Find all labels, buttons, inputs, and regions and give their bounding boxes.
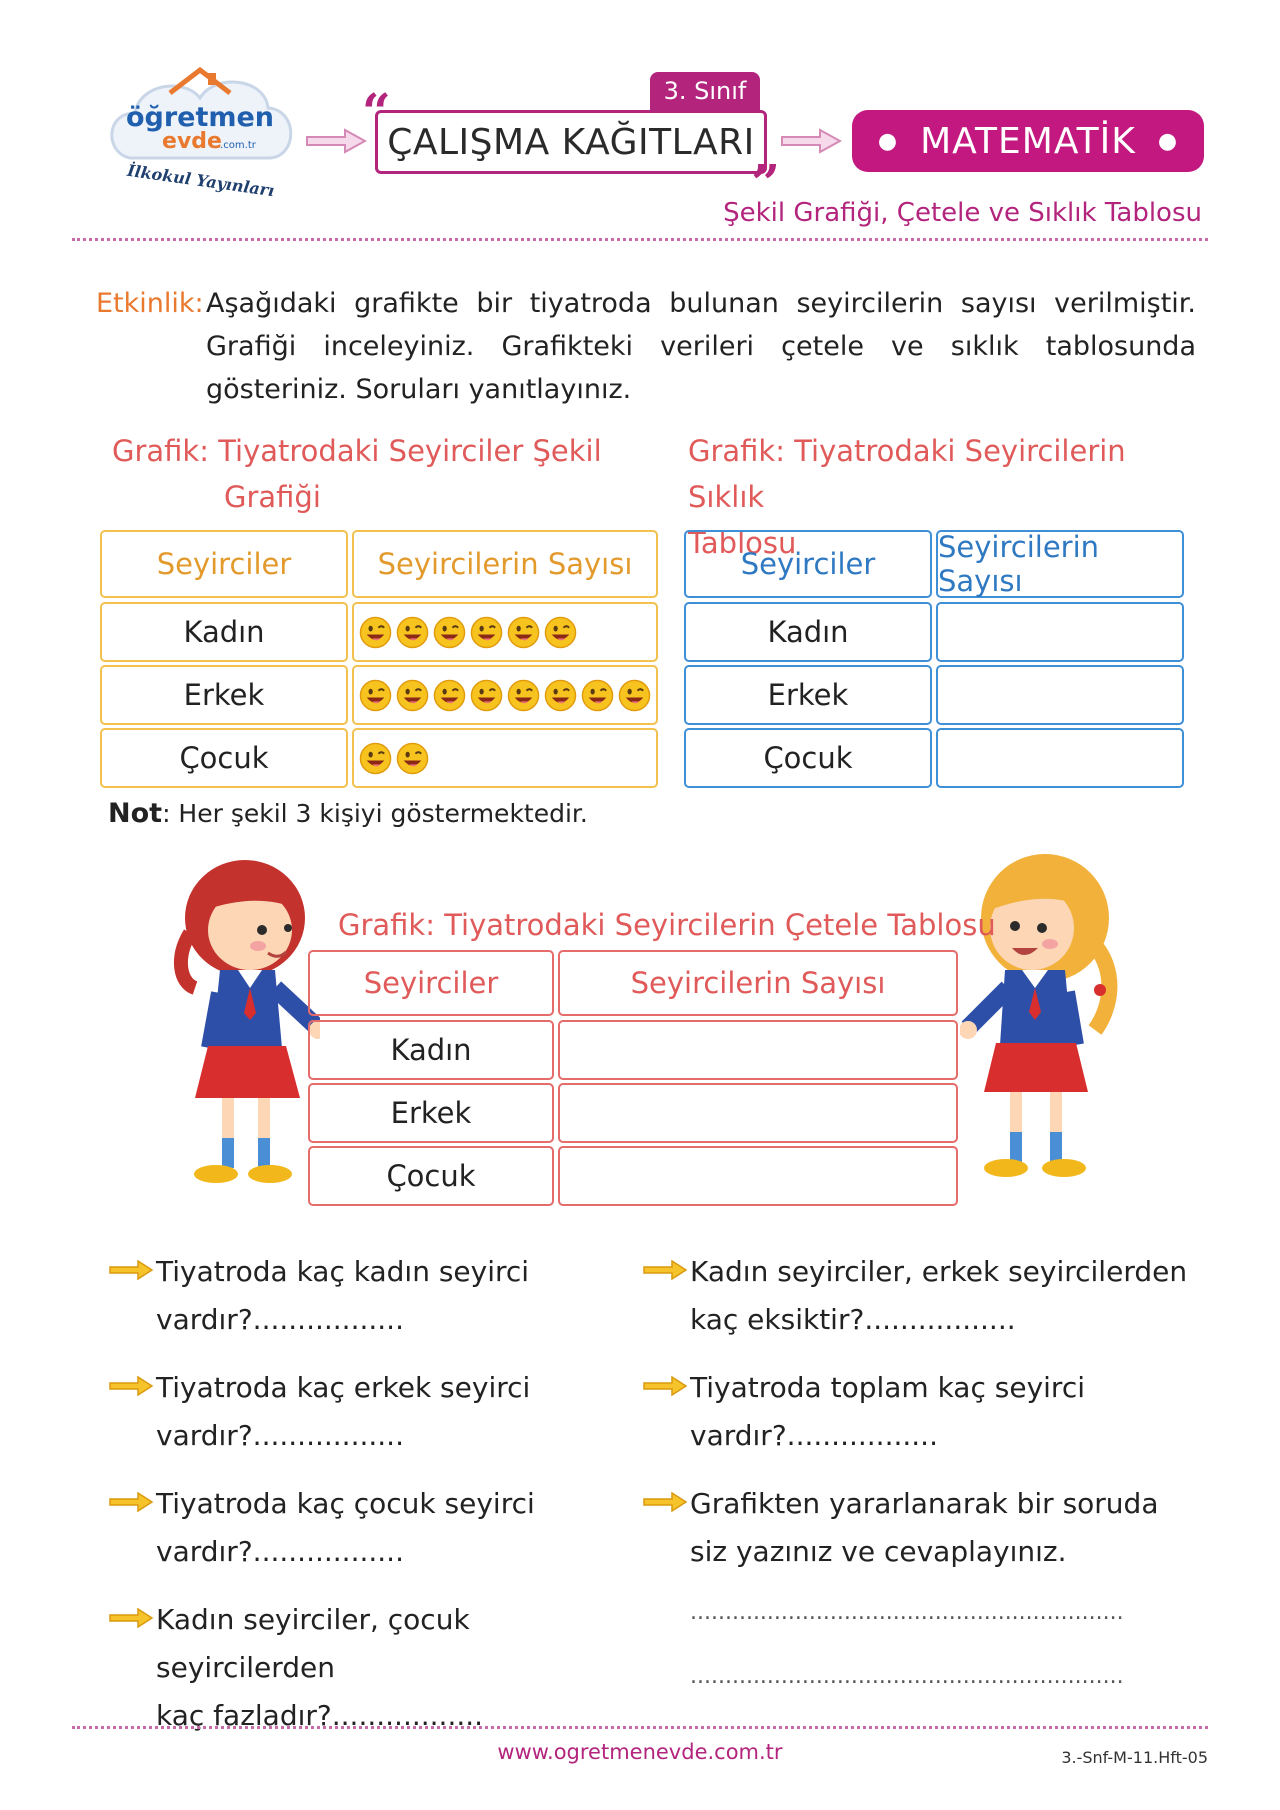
caption-line: Grafiği	[224, 480, 321, 514]
subject-badge	[852, 110, 1204, 172]
question-answer-line[interactable]: vardır?.................	[156, 1303, 404, 1336]
smiley-face-icon	[544, 679, 577, 712]
question-left-4	[156, 1596, 656, 1740]
question-left-2	[156, 1364, 656, 1460]
row-label-erkek: Erkek	[100, 665, 348, 725]
logo-main-text: öğretmen	[125, 102, 275, 133]
footer-divider	[72, 1726, 1208, 1729]
arrow-right-icon	[305, 128, 367, 154]
picto-cell-cocuk	[352, 728, 658, 788]
caption-line: Grafik: Tiyatrodaki Seyircilerin Sıklık	[688, 434, 1126, 514]
question-left-3	[156, 1480, 656, 1576]
header-cell-count: Seyircilerin Sayısı	[558, 950, 958, 1016]
pointer-arrow-icon	[642, 1376, 688, 1396]
header-divider	[72, 238, 1208, 241]
activity-label: Etkinlik:	[96, 288, 204, 319]
footer-code: 3.-Snf-M-11.Hft-05	[1061, 1748, 1208, 1767]
question-right-1	[690, 1248, 1190, 1344]
smiley-face-icon	[507, 679, 540, 712]
note-label: Not	[108, 798, 163, 829]
question-line: Kadın seyirciler, çocuk seyircilerden	[156, 1603, 470, 1684]
row-label-erkek: Erkek	[684, 665, 932, 725]
row-label-kadin: Kadın	[100, 602, 348, 662]
note-text: : Her şekil 3 kişiyi göstermektedir.	[162, 799, 588, 828]
answer-cell-kadin[interactable]	[936, 602, 1184, 662]
header-cell-count: Seyircilerin Sayısı	[352, 530, 658, 598]
tally-cell-kadin[interactable]	[558, 1020, 958, 1080]
question-line: Grafikten yararlanarak bir soruda	[690, 1487, 1159, 1520]
answer-cell-cocuk[interactable]	[936, 728, 1184, 788]
question-line: Kadın seyirciler, erkek seyircilerden	[690, 1255, 1188, 1288]
picto-cell-kadin	[352, 602, 658, 662]
pointer-arrow-icon	[108, 1608, 154, 1628]
picture-graph-table	[100, 530, 658, 790]
logo-sub-text: evde	[162, 129, 222, 154]
smiley-face-icon	[433, 679, 466, 712]
caption-line: Tablosu	[688, 526, 797, 560]
pointer-arrow-icon	[642, 1492, 688, 1512]
question-left-1	[156, 1248, 656, 1344]
bullet-icon: ●	[1157, 128, 1179, 154]
question-line: Tiyatroda kaç kadın seyirci	[156, 1255, 530, 1288]
ogretmenevde-logo	[100, 58, 300, 208]
pointer-arrow-icon	[642, 1260, 688, 1280]
smiley-face-icon	[470, 679, 503, 712]
subject-label: MATEMATİK	[920, 120, 1136, 162]
smiley-face-icon	[581, 679, 614, 712]
row-label-kadin: Kadın	[308, 1020, 554, 1080]
question-right-3	[690, 1480, 1190, 1576]
own-question-answer-line[interactable]: ..............................................................	[690, 1600, 1124, 1625]
row-label-kadin: Kadın	[684, 602, 932, 662]
question-line: Tiyatroda kaç çocuk seyirci	[156, 1487, 535, 1520]
smiley-face-icon	[396, 616, 429, 649]
tally-cell-erkek[interactable]	[558, 1083, 958, 1143]
tally-table	[308, 950, 958, 1206]
header-cell-seyirciler: Seyirciler	[684, 530, 932, 598]
logo-domain-text: .com.tr	[220, 140, 256, 151]
header-cell-seyirciler: Seyirciler	[100, 530, 348, 598]
smiley-face-icon	[396, 679, 429, 712]
topic-title: Şekil Grafiği, Çetele ve Sıklık Tablosu	[723, 198, 1202, 228]
footer-url[interactable]: www.ogretmenevde.com.tr	[497, 1740, 783, 1764]
pointer-arrow-icon	[108, 1260, 154, 1280]
smiley-face-icon	[396, 742, 429, 775]
question-answer-line[interactable]: vardır?.................	[690, 1419, 938, 1452]
smiley-face-icon	[618, 679, 651, 712]
row-label-cocuk: Çocuk	[308, 1146, 554, 1206]
frequency-table	[684, 530, 1184, 790]
smiley-face-icon	[433, 616, 466, 649]
smiley-face-icon	[470, 616, 503, 649]
tally-cell-cocuk[interactable]	[558, 1146, 958, 1206]
question-answer-line[interactable]: vardır?.................	[156, 1535, 404, 1568]
smiley-face-icon	[544, 616, 577, 649]
answer-cell-erkek[interactable]	[936, 665, 1184, 725]
arrow-right-icon	[780, 128, 842, 154]
bullet-icon: ●	[877, 128, 899, 154]
header-cell-count: Seyircilerin Sayısı	[936, 530, 1184, 598]
quote-close-icon: ”	[751, 153, 780, 212]
row-label-cocuk: Çocuk	[684, 728, 932, 788]
smiley-face-icon	[359, 742, 392, 775]
question-answer-line[interactable]: vardır?.................	[156, 1419, 404, 1452]
question-line: siz yazınız ve cevaplayınız.	[690, 1535, 1067, 1568]
row-label-cocuk: Çocuk	[100, 728, 348, 788]
smiley-face-icon	[359, 616, 392, 649]
girl-left-illustration	[150, 848, 320, 1208]
pointer-arrow-icon	[108, 1492, 154, 1512]
tally-table-caption: Grafik: Tiyatrodaki Seyircilerin Çetele Tablosu	[338, 908, 996, 942]
activity-instructions	[96, 282, 1196, 411]
question-line: Tiyatroda kaç erkek seyirci	[156, 1371, 531, 1404]
banner-title: ÇALIŞMA KAĞITLARI	[387, 121, 755, 163]
question-line: Tiyatroda toplam kaç seyirci	[690, 1371, 1085, 1404]
note	[108, 798, 588, 829]
caption-line: Grafik: Tiyatrodaki Seyirciler Şekil	[112, 434, 602, 468]
picto-cell-erkek	[352, 665, 658, 725]
girl-right-illustration	[960, 840, 1130, 1200]
row-label-erkek: Erkek	[308, 1083, 554, 1143]
quote-open-icon: “	[362, 82, 391, 141]
smiley-face-icon	[507, 616, 540, 649]
question-answer-line[interactable]: kaç fazladır?.................	[156, 1699, 484, 1732]
header-cell-seyirciler: Seyirciler	[308, 950, 554, 1016]
logo-tagline: İlkokul Yayınları	[126, 160, 276, 201]
grade-label: 3. Sınıf	[663, 77, 747, 105]
question-right-2	[690, 1364, 1190, 1460]
activity-text: Aşağıdaki grafikte bir tiyatroda bulunan seyircilerin sayısı verilmiştir. Grafiği inceleyiniz. Grafikteki verileri çetele ve sıklık tablosunda gösteriniz. Soruları yanıtlayınız.	[206, 288, 1196, 405]
own-question-answer-line[interactable]: ..............................................................	[690, 1664, 1124, 1689]
question-answer-line[interactable]: kaç eksiktir?.................	[690, 1303, 1016, 1336]
picture-graph-caption	[112, 428, 632, 520]
smiley-face-icon	[359, 679, 392, 712]
pointer-arrow-icon	[108, 1376, 154, 1396]
